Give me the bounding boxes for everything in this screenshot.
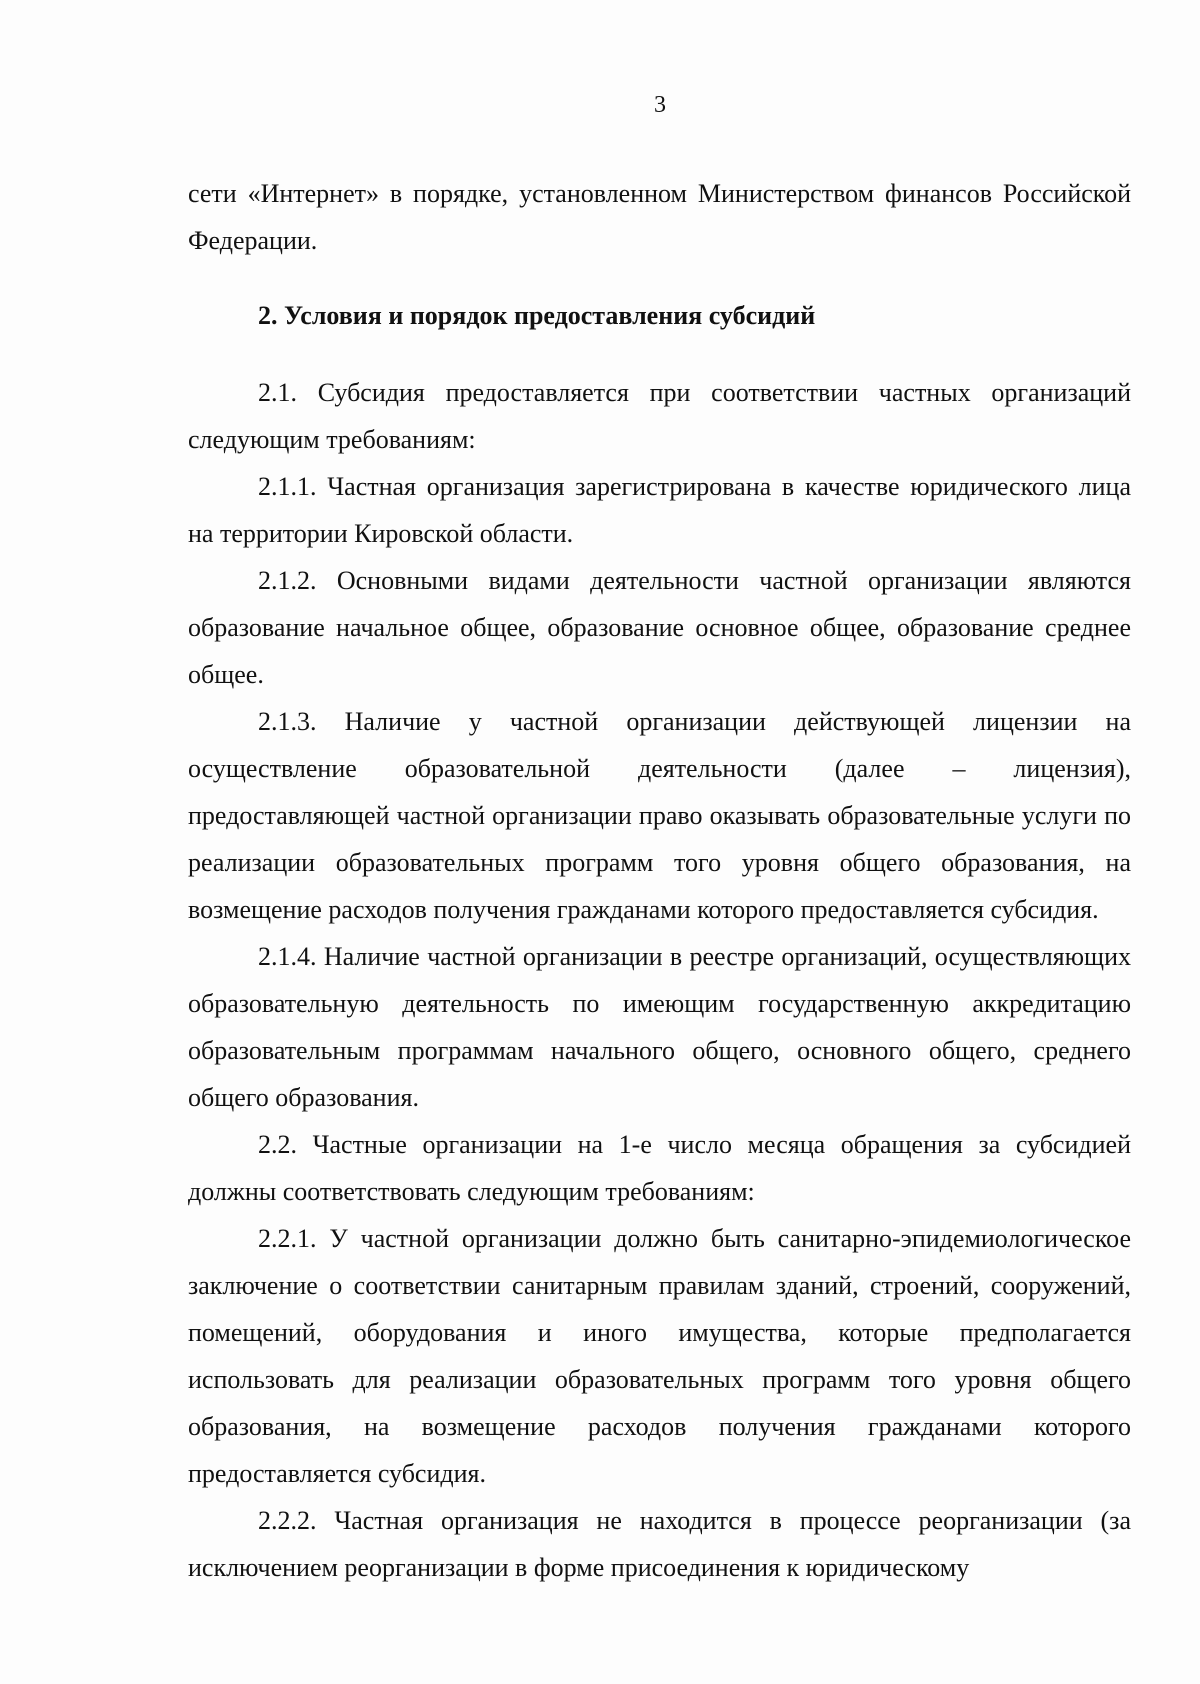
paragraph-2-2: 2.2. Частные организации на 1-е число месяца обращения за субсидией должны соответствовать следующим требованиям: xyxy=(188,1130,1131,1206)
paragraph-2-2-2: 2.2.2. Частная организация не находится в процессе реорганизации (за исключением реорганизации в форме присоединения к юридическому xyxy=(188,1506,1131,1582)
paragraph-2-1-3: 2.1.3. Наличие у частной организации действующей лицензии на осуществление образовательной деятельности (далее – лицензия), предоставляющей частной организации право оказывать образовательные услуги по реализации образовательных программ того уровня общего образования, на возмещение расходов получения гражданами которого предоставляется субсидия. xyxy=(188,707,1131,924)
paragraph-2-1-2: 2.1.2. Основными видами деятельности частной организации являются образование начальное общее, образование основное общее, образование среднее общее. xyxy=(188,566,1131,689)
paragraph-2-1-4: 2.1.4. Наличие частной организации в реестре организаций, осуществляющих образовательную деятельность по имеющим государственную аккредитацию образовательным программам начального общего, основного общего, среднего общего образования. xyxy=(188,942,1131,1112)
intro-paragraph: сети «Интернет» в порядке, установленном Министерством финансов Российской Федерации. xyxy=(188,179,1131,255)
paragraph-2-1-1: 2.1.1. Частная организация зарегистрирована в качестве юридического лица на территории Кировской области. xyxy=(188,472,1131,548)
paragraph-2-2-1: 2.2.1. У частной организации должно быть санитарно-эпидемиологическое заключение о соответствии санитарным правилам зданий, строений, сооружений, помещений, оборудования и иного имущества, которые предполагается использовать для реализации образовательных программ того уровня общего образования, на возмещение расходов получения гражданами которого предоставляется субсидия. xyxy=(188,1224,1131,1488)
paragraph-2-1: 2.1. Субсидия предоставляется при соответствии частных организаций следующим требованиям: xyxy=(188,378,1131,454)
section-heading: 2. Условия и порядок предоставления субсидий xyxy=(258,301,816,330)
page-number: 3 xyxy=(654,92,666,118)
document-body xyxy=(188,170,1131,1591)
